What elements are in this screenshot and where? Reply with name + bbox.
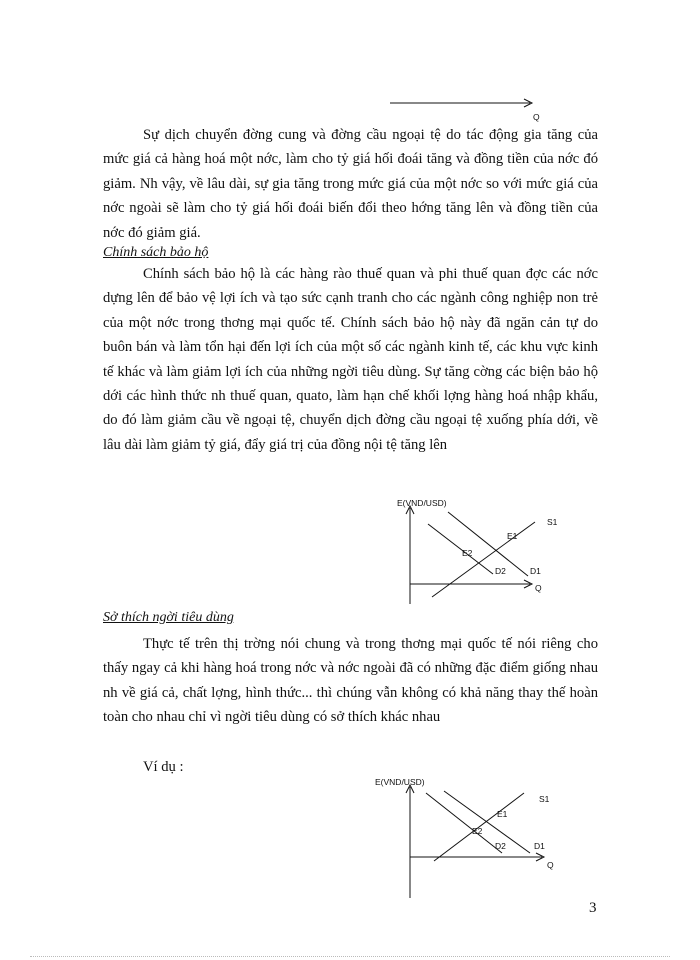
page-number: 3: [589, 900, 597, 916]
demand-curve-d2: [426, 793, 502, 853]
y-axis-label: E(VND/USD): [375, 777, 425, 787]
label-e2: E2: [462, 548, 473, 558]
label-d2: D2: [495, 841, 506, 851]
page-bottom-rule: [30, 956, 670, 957]
demand-curve-d1: [448, 512, 528, 576]
figure-exchange-rate-1: [370, 494, 570, 610]
example-label: Ví dụ :: [143, 759, 184, 775]
top-q-axis: [385, 95, 545, 125]
heading-protection-policy: Chính sách bảo hộ: [103, 245, 209, 260]
paragraph-protection-policy: Chính sách bảo hộ là các hàng rào thuế quan và phi thuế quan đợc các nớc dựng lên để bảo vệ lợi ích và tạo sức cạnh tranh cho các ngành công nghiệp non trẻ của một nớc trong thơng mại quốc tế. Chính sách bảo hộ này đã ngăn cản tự do buôn bán và làm tổn hại đến lợi ích của một số các ngành kinh tế, các khu vực kinh tế khác và làm giảm lợi ích của những ngời tiêu dùng. Sự tăng cờng các biện bảo hộ dới các hình thức nh thuế quan, quato, làm hạn chế khối lợng hàng hoá nhập khẩu, do đó làm giảm cầu về ngoại tệ, chuyển dịch đờng cầu ngoại tệ xuống phía dới, về lâu dài làm giảm tỷ giá, đẩy giá trị của đồng nội tệ tăng lên: [103, 266, 598, 453]
x-axis-label: Q: [547, 860, 554, 870]
label-s1: S1: [547, 517, 558, 527]
demand-curve-d2: [428, 524, 493, 574]
label-e1: E1: [507, 531, 518, 541]
heading-consumer-preference: Sở thích ngời tiêu dùng: [103, 610, 234, 625]
supply-curve-s1: [432, 522, 535, 597]
paragraph-consumer-preference: Thực tế trên thị trờng nói chung và trong thơng mại quốc tế nói riêng cho thấy ngay cả khi hàng hoá trong nớc và nớc ngoài đã có những đặc điểm giống nhau nh về giá cả, chất lợng, hình thức... thì chúng vẫn không có khả năng thay thế hoàn toàn cho nhau chỉ vì ngời tiêu dùng có sở thích khác nhau: [103, 636, 598, 726]
label-d1: D1: [530, 566, 541, 576]
label-d1: D1: [534, 841, 545, 851]
label-d2: D2: [495, 566, 506, 576]
q-axis-label: Q: [533, 112, 540, 122]
figure-exchange-rate-2: [372, 773, 572, 903]
label-e1: E1: [497, 809, 508, 819]
label-e2: E2: [472, 826, 483, 836]
paragraph-price-level: Sự dịch chuyển đờng cung và đờng cầu ngoại tệ do tác động gia tăng của mức giá cả hàng hoá một nớc, làm cho tỷ giá hối đoái tăng và đồng tiền của nớc đó giảm. Nh vậy, về lâu dài, sự gia tăng trong mức giá của một nớc so với mức giá của nớc ngoài sẽ làm cho tỷ giá hối đoái biến đổi theo hớng tăng lên và đồng tiền của nớc đó giảm giá.: [103, 127, 598, 241]
label-s1: S1: [539, 794, 550, 804]
y-axis-label: E(VND/USD): [397, 498, 447, 508]
x-axis-label: Q: [535, 583, 542, 593]
